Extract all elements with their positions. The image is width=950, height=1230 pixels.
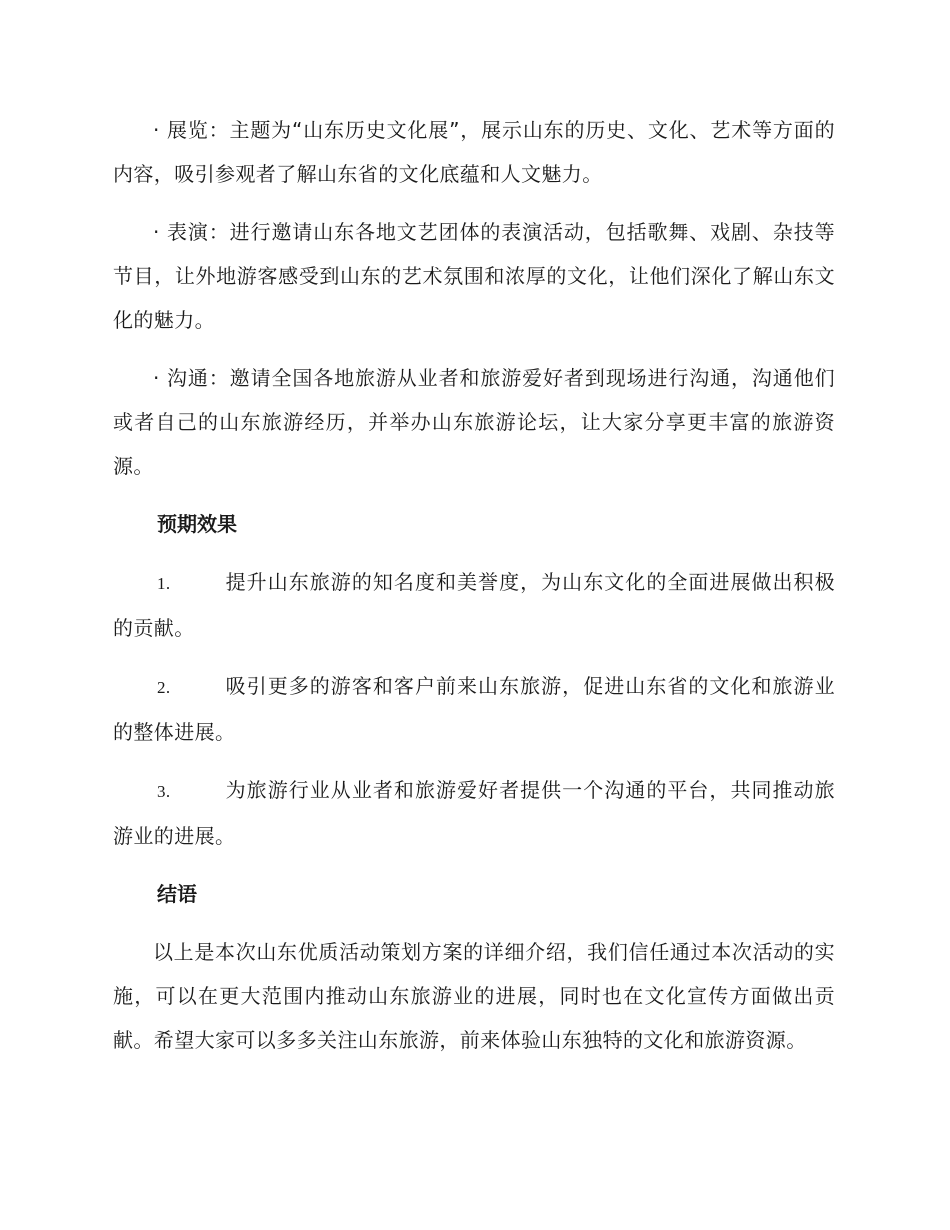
list-item bbox=[113, 560, 835, 650]
list-item bbox=[113, 664, 835, 754]
list-number: 2. bbox=[157, 678, 171, 697]
paragraph-communication: · 沟通：邀请全国各地旅游从业者和旅游爱好者到现场进行沟通，沟通他们或者自己的山东旅游经历，并举办山东旅游论坛，让大家分享更丰富的旅游资源。 bbox=[113, 366, 835, 478]
paragraph-performance: · 表演：进行邀请山东各地文艺团体的表演活动，包括歌舞、戏剧、杂技等节目，让外地游客感受到山东的艺术氛围和浓厚的文化，让他们深化了解山东文化的魅力。 bbox=[113, 220, 835, 332]
paragraph-conclusion: 以上是本次山东优质活动策划方案的详细介绍，我们信任通过本次活动的实施，可以在更大范围内推动山东旅游业的进展，同时也在文化宣传方面做出贡献。希望大家可以多多关注山东旅游，前来体验山东独特的文化和旅游资源。 bbox=[113, 940, 835, 1052]
paragraph-exhibition: · 展览：主题为“山东历史文化展”，展示山东的历史、文化、艺术等方面的内容，吸引参观者了解山东省的文化底蕴和人文魅力。 bbox=[113, 118, 835, 186]
section-heading-expected-effect: 预期效果 bbox=[157, 512, 237, 536]
list-number: 1. bbox=[157, 574, 171, 593]
section-heading-conclusion: 结语 bbox=[157, 882, 197, 906]
list-item-text: 为旅游行业从业者和旅游爱好者提供一个沟通的平台，共同推动旅游业的进展。 bbox=[113, 778, 835, 848]
document-page bbox=[113, 108, 835, 1076]
list-number: 3. bbox=[157, 782, 171, 801]
list-item bbox=[113, 768, 835, 858]
list-item-text: 提升山东旅游的知名度和美誉度，为山东文化的全面进展做出积极的贡献。 bbox=[113, 570, 835, 640]
list-item-text: 吸引更多的游客和客户前来山东旅游，促进山东省的文化和旅游业的整体进展。 bbox=[113, 674, 835, 744]
